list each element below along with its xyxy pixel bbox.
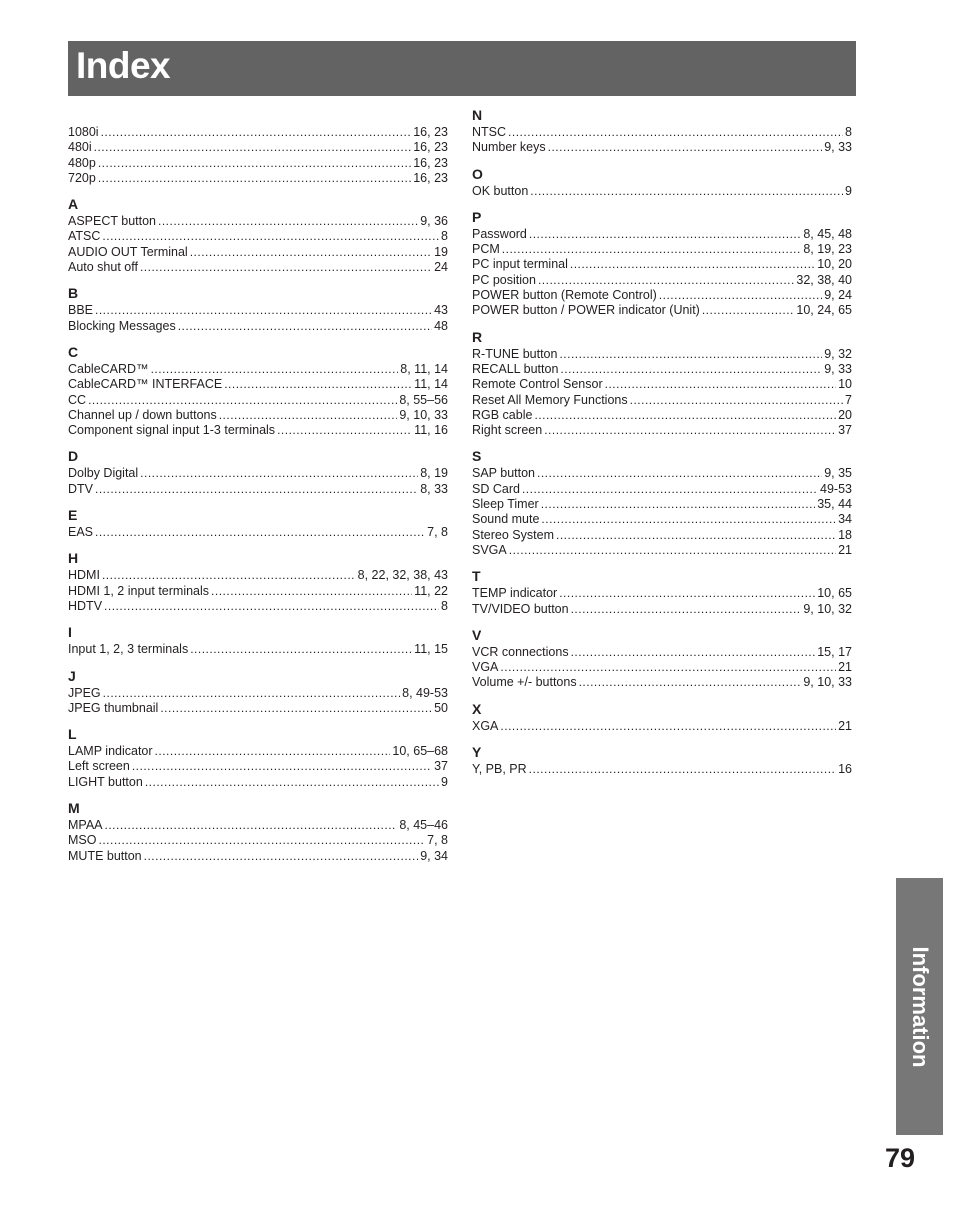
dot-leader [145,775,439,790]
dot-leader [508,125,843,140]
section-letter: I [68,624,72,641]
entry-term: Y, PB, PR [472,762,527,777]
index-section [68,624,448,657]
index-entry [68,362,448,377]
dot-leader [158,214,418,229]
entry-list [68,686,448,717]
dot-leader [151,362,399,377]
entry-term: XGA [472,718,499,733]
entry-pages: 9, 10, 32 [803,601,852,616]
index-section [68,726,448,790]
entry-pages: 11, 15 [414,642,448,657]
dot-leader [529,227,801,242]
index-entry [68,423,448,438]
dot-leader [702,303,795,318]
entry-term: PC input terminal [472,257,568,272]
dot-leader [605,377,836,392]
index-entry [472,242,852,257]
entry-pages: 16, 23 [413,155,448,170]
index-entry [68,214,448,229]
index-entry [68,525,448,540]
entry-pages: 32, 38, 40 [796,272,852,287]
section-letter: O [472,165,483,182]
section-letter: Y [472,744,482,761]
entry-list [68,362,448,438]
dot-leader [571,645,816,660]
section-letter: J [68,667,76,684]
index-section [472,166,852,199]
index-entry [472,273,852,288]
index-entry [472,512,852,527]
entry-pages: 7 [845,392,852,407]
entry-pages: 9, 10, 33 [803,675,852,690]
section-letter: B [68,285,79,302]
entry-pages: 11, 22 [414,583,448,598]
entry-pages: 8 [441,229,448,244]
entry-term: Sleep Timer [472,497,539,512]
entry-list [68,568,448,614]
section-letter: R [472,328,483,345]
entry-pages: 16, 23 [413,170,448,185]
index-entry [68,584,448,599]
entry-pages: 9, 34 [420,848,448,863]
entry-pages: 16, 23 [413,125,448,139]
entry-term: JPEG [68,685,101,700]
entry-pages: 24 [434,260,448,275]
entry-pages: 8, 11, 14 [400,361,448,376]
index-section [472,701,852,734]
entry-term: 1080i [68,125,99,139]
dot-leader [155,744,391,759]
entry-term: RECALL button [472,361,559,376]
dot-leader [95,482,418,497]
dot-leader [277,423,412,438]
entry-pages: 43 [434,303,448,318]
entry-term: PCM [472,242,500,257]
dot-leader [541,512,836,527]
index-entry [68,599,448,614]
entry-term: EAS [68,525,94,540]
dot-leader [224,377,412,392]
section-letter: D [68,448,79,465]
entry-term: CC [68,392,87,407]
entry-term: TEMP indicator [472,586,558,601]
index-column-right [472,107,852,777]
index-section [68,196,448,275]
index-entry [68,833,448,848]
dot-leader [104,599,439,614]
entry-pages: 9 [441,774,448,789]
entry-list [68,525,448,540]
entry-term: Component signal input 1-3 terminals [68,423,276,438]
index-entry [472,586,852,601]
index-entry [68,775,448,790]
dot-leader [500,660,836,675]
index-entry [68,701,448,716]
dot-leader [160,701,432,716]
index-section [68,285,448,334]
entry-list [472,586,852,617]
index-entry [472,528,852,543]
index-entry [68,759,448,774]
dot-leader [98,171,411,186]
dot-leader [534,408,836,423]
dot-leader [211,584,412,599]
entry-term: Password [472,226,527,241]
index-section [472,209,852,319]
dot-leader [94,140,412,155]
entry-pages: 37 [434,759,448,774]
entry-pages: 8, 55–56 [399,392,448,407]
entry-term: POWER button / POWER indicator (Unit) [472,303,700,318]
entry-pages: 10, 65 [817,586,852,601]
dot-leader [190,245,432,260]
entry-list [68,303,448,334]
section-letter: N [472,107,483,123]
entry-term: Left screen [68,759,130,774]
entry-pages: 16 [838,762,852,777]
dot-leader [102,229,439,244]
entry-term: MSO [68,833,97,848]
entry-pages: 35, 44 [817,497,852,512]
dot-leader [103,686,400,701]
entry-pages: 15, 17 [817,644,852,659]
entry-pages: 9, 33 [824,361,852,376]
entry-term: Stereo System [472,527,554,542]
page-number: 79 [884,1143,916,1173]
dot-leader [529,762,836,777]
index-section [472,329,852,439]
entry-pages: 7, 8 [427,833,448,848]
entry-term: SD Card [472,481,520,496]
entry-list [472,347,852,439]
dot-leader [98,833,425,848]
index-entry [68,482,448,497]
entry-term: PC position [472,272,536,287]
entry-pages: 37 [838,423,852,438]
index-entry [68,642,448,657]
entry-pages: 8, 19, 23 [803,242,852,257]
entry-pages: 19 [434,244,448,259]
index-section [472,107,852,156]
entry-term: Auto shut off [68,260,138,275]
dot-leader [144,849,419,864]
entry-pages: 9, 35 [824,466,852,481]
index-entry [472,423,852,438]
section-letter: L [68,726,77,743]
index-entry [68,744,448,759]
index-entry [472,408,852,423]
index-entry [68,408,448,423]
entry-term: Number keys [472,140,546,155]
index-entry [68,686,448,701]
entry-pages: 10, 20 [817,257,852,272]
index-entry [472,762,852,777]
entry-term: Channel up / down buttons [68,407,217,422]
entry-pages: 21 [838,718,852,733]
index-entry [472,377,852,392]
index-entry [68,260,448,275]
section-letter: H [68,550,79,567]
dot-leader [178,319,432,334]
dot-leader [548,140,823,155]
entry-list [472,466,852,558]
entry-pages: 9, 32 [824,346,852,361]
entry-pages: 11, 14 [414,377,448,392]
section-letter: X [472,700,482,717]
entry-term: CableCARD™ [68,361,149,376]
index-entry [68,125,448,140]
index-entry [472,140,852,155]
entry-term: TV/VIDEO button [472,601,569,616]
index-section [68,668,448,717]
dot-leader [571,602,802,617]
dot-leader [132,759,432,774]
section-letter: S [472,448,482,465]
dot-leader [541,497,816,512]
entry-term: AUDIO OUT Terminal [68,244,188,259]
index-entry [68,849,448,864]
index-entry [68,319,448,334]
entry-term: 720p [68,170,96,185]
entry-pages: 8, 19 [420,466,448,481]
dot-leader [88,393,397,408]
entry-list [68,744,448,790]
entry-term: Sound mute [472,512,540,527]
dot-leader [102,568,356,583]
entry-term: SVGA [472,542,507,557]
entry-list [68,214,448,275]
entry-list [68,125,448,186]
entry-term: MUTE button [68,848,142,863]
index-entry [472,719,852,734]
index-entry [68,377,448,392]
entry-list [68,642,448,657]
dot-leader [502,242,802,257]
index-section [68,550,448,614]
index-section [472,568,852,617]
entry-term: NTSC [472,125,507,139]
section-letter: P [472,208,482,225]
dot-leader [556,528,836,543]
entry-pages: 21 [838,660,852,675]
dot-leader [95,303,432,318]
entry-list [472,184,852,199]
entry-list [68,818,448,864]
dot-leader [95,525,425,540]
section-side-tab [896,878,943,1135]
entry-list [472,762,852,777]
index-entry [68,140,448,155]
entry-term: Volume +/- buttons [472,675,577,690]
index-entry [472,466,852,481]
dot-leader [544,423,836,438]
index-section [68,448,448,497]
dot-leader [190,642,412,657]
dot-leader [509,543,836,558]
dot-leader [570,257,815,272]
page-title: Index [76,45,171,86]
section-letter: M [68,800,80,817]
entry-pages: 9 [845,183,852,198]
index-section [472,744,852,777]
index-entry [472,602,852,617]
entry-term: 480p [68,155,96,170]
entry-term: POWER button (Remote Control) [472,288,657,303]
index-entry [68,466,448,481]
entry-pages: 8, 33 [420,481,448,496]
entry-pages: 9, 24 [824,288,852,303]
index-entry [472,497,852,512]
dot-leader [101,125,412,140]
entry-term: Right screen [472,423,543,438]
index-entry [472,125,852,140]
entry-term: 480i [68,140,92,155]
dot-leader [98,156,411,171]
entry-term: HDMI [68,568,100,583]
section-letter: C [68,343,79,360]
index-section [472,448,852,558]
dot-leader [105,818,398,833]
entry-pages: 8, 49-53 [402,685,448,700]
index-entry [472,184,852,199]
section-letter: E [68,507,78,524]
entry-term: MPAA [68,818,103,833]
index-entry [472,257,852,272]
entry-term: Dolby Digital [68,466,139,481]
entry-term: CableCARD™ INTERFACE [68,377,223,392]
index-entry [472,543,852,558]
entry-pages: 48 [434,318,448,333]
entry-term: LIGHT button [68,774,143,789]
entry-pages: 49-53 [820,481,852,496]
entry-pages: 50 [434,700,448,715]
entry-pages: 10, 65–68 [392,744,448,759]
entry-list [472,719,852,734]
index-entry [68,245,448,260]
entry-pages: 10, 24, 65 [796,303,852,318]
entry-term: VGA [472,660,499,675]
dot-leader [522,482,818,497]
index-entry [472,675,852,690]
dot-leader [219,408,398,423]
index-entry [472,660,852,675]
entry-term: Blocking Messages [68,318,176,333]
entry-term: HDTV [68,598,103,613]
index-entry [68,229,448,244]
index-entry [472,393,852,408]
index-entry [472,482,852,497]
entry-pages: 9, 36 [420,214,448,229]
entry-pages: 9, 33 [824,140,852,155]
entry-pages: 8, 45, 48 [803,226,852,241]
index-entry [68,156,448,171]
entry-term: RGB cable [472,407,533,422]
entry-pages: 18 [838,527,852,542]
section-letter: V [472,626,482,643]
dot-leader [500,719,836,734]
section-letter [68,107,448,124]
section-letter: T [472,568,481,585]
entry-pages: 34 [838,512,852,527]
index-entry [68,393,448,408]
entry-list [472,645,852,691]
dot-leader [630,393,843,408]
index-entry [68,568,448,583]
index-section [472,627,852,691]
entry-term: ATSC [68,229,101,244]
entry-term: OK button [472,183,529,198]
entry-pages: 16, 23 [413,140,448,155]
index-section [68,800,448,864]
dot-leader [579,675,802,690]
entry-term: LAMP indicator [68,744,153,759]
entry-term: VCR connections [472,644,569,659]
entry-list [472,227,852,319]
title-bar [68,41,856,96]
entry-term: SAP button [472,466,536,481]
entry-pages: 8, 22, 32, 38, 43 [357,568,448,583]
index-section [68,507,448,540]
index-entry [472,288,852,303]
index-entry [68,171,448,186]
dot-leader [559,347,822,362]
entry-pages: 21 [838,542,852,557]
dot-leader [530,184,843,199]
entry-term: R-TUNE button [472,346,558,361]
entry-term: Reset All Memory Functions [472,392,628,407]
dot-leader [659,288,822,303]
dot-leader [140,260,432,275]
index-section [68,344,448,438]
index-entry [68,303,448,318]
dot-leader [537,466,822,481]
entry-pages: 11, 16 [414,423,448,438]
entry-pages: 8 [441,598,448,613]
index-entry [472,362,852,377]
entry-list [68,466,448,497]
index-entry [68,818,448,833]
dot-leader [538,273,794,288]
index-entry [472,645,852,660]
index-column-left [68,107,448,864]
section-letter: A [68,196,79,213]
entry-pages: 8, 45–46 [399,818,448,833]
entry-term: HDMI 1, 2 input terminals [68,583,210,598]
dot-leader [140,466,418,481]
index-entry [472,227,852,242]
entry-pages: 7, 8 [427,525,448,540]
entry-pages: 20 [838,407,852,422]
entry-term: BBE [68,303,94,318]
side-tab-label: Information [907,946,933,1067]
entry-pages: 8 [845,125,852,139]
dot-leader [560,362,822,377]
entry-term: Remote Control Sensor [472,377,603,392]
index-section [68,107,448,186]
entry-term: Input 1, 2, 3 terminals [68,642,189,657]
index-entry [472,303,852,318]
entry-list [472,125,852,156]
entry-term: DTV [68,481,93,496]
entry-pages: 9, 10, 33 [399,407,448,422]
dot-leader [559,586,815,601]
index-entry [472,347,852,362]
entry-term: ASPECT button [68,214,157,229]
entry-term: JPEG thumbnail [68,700,159,715]
entry-pages: 10 [838,377,852,392]
